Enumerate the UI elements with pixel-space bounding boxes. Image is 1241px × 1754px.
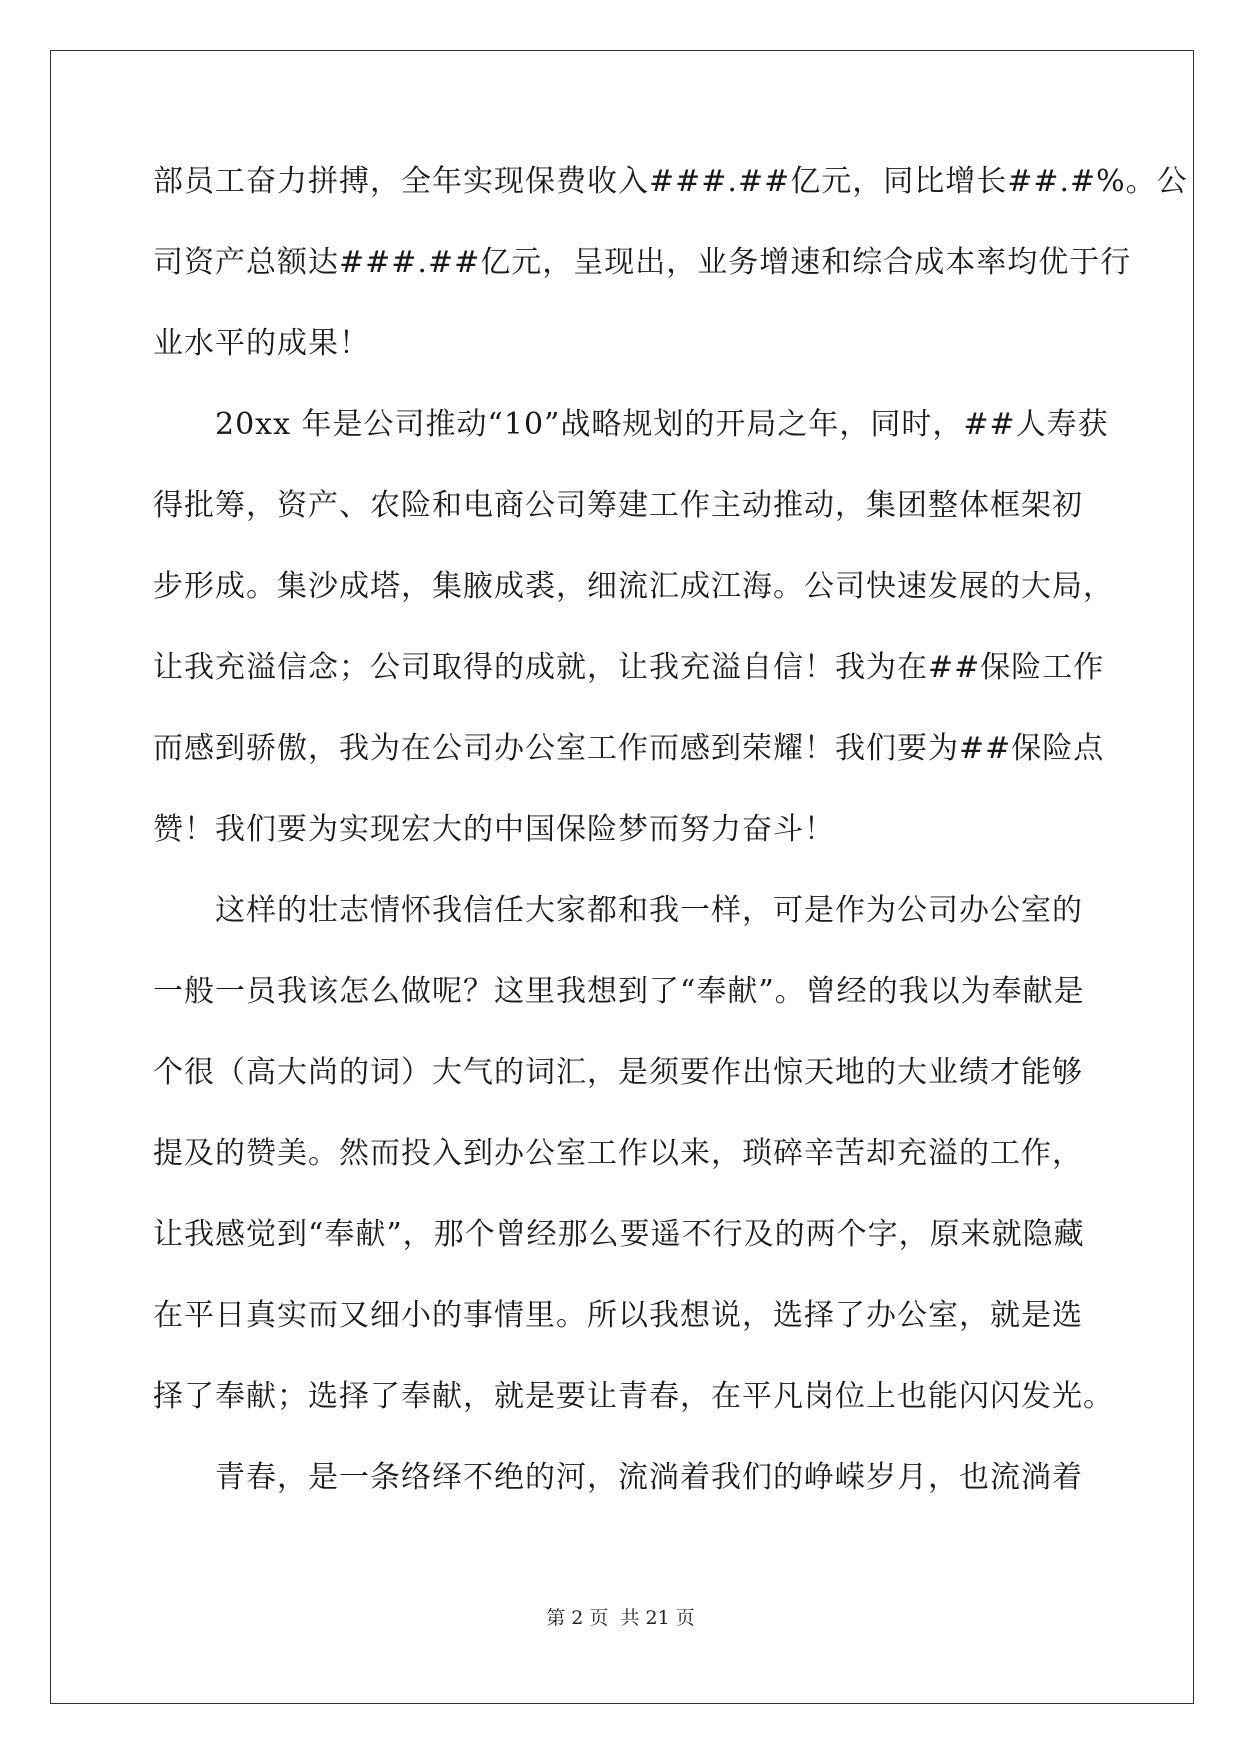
text-line: 而感到骄傲，我为在公司办公室工作而感到荣耀！我们要为##保险点: [153, 731, 1105, 766]
text-line: 让我感觉到“奉献”，那个曾经那么要遥不行及的两个字，原来就隐藏: [153, 1217, 1085, 1252]
text-line: 青春，是一条络绎不绝的河，流淌着我们的峥嵘岁月，也流淌着: [153, 1460, 1083, 1495]
text-line: 在平日真实而又细小的事情里。所以我想说，选择了办公室，就是选: [153, 1298, 1083, 1333]
text-line: 择了奉献；选择了奉献，就是要让青春，在平凡岗位上也能闪闪发光。: [153, 1379, 1114, 1414]
text-line: 部员工奋力拼搏，全年实现保费收入###.##亿元，同比增长##.#%。公: [153, 164, 1188, 199]
page-number: 第 2 页: [546, 1607, 609, 1629]
text-line: 业水平的成果！: [153, 326, 370, 361]
page-total: 共 21 页: [620, 1607, 695, 1629]
text-line: 个很（高大尚的词）大气的词汇，是须要作出惊天地的大业绩才能够: [153, 1055, 1083, 1090]
page-footer: [0, 1606, 1241, 1630]
text-line: 一般一员我该怎么做呢？这里我想到了“奉献”。曾经的我以为奉献是: [153, 974, 1085, 1009]
document-body: [153, 160, 1188, 1537]
text-line: 步形成。集沙成塔，集腋成裘，细流汇成江海。公司快速发展的大局，: [153, 569, 1114, 604]
text-line: 赞！我们要为实现宏大的中国保险梦而努力奋斗！: [153, 812, 835, 847]
text-line: 得批筹，资产、农险和电商公司筹建工作主动推动，集团整体框架初: [153, 488, 1083, 523]
text-line: 提及的赞美。然而投入到办公室工作以来，琐碎辛苦却充溢的工作，: [153, 1136, 1083, 1171]
text-line: 司资产总额达###.##亿元，呈现出，业务增速和综合成本率均优于行: [153, 245, 1132, 280]
text-line: 这样的壮志情怀我信任大家都和我一样，可是作为公司办公室的: [153, 893, 1083, 928]
text-line: 20xx 年是公司推动“10”战略规划的开局之年，同时，##人寿获: [153, 407, 1109, 442]
text-line: 让我充溢信念；公司取得的成就，让我充溢自信！我为在##保险工作: [153, 650, 1105, 685]
